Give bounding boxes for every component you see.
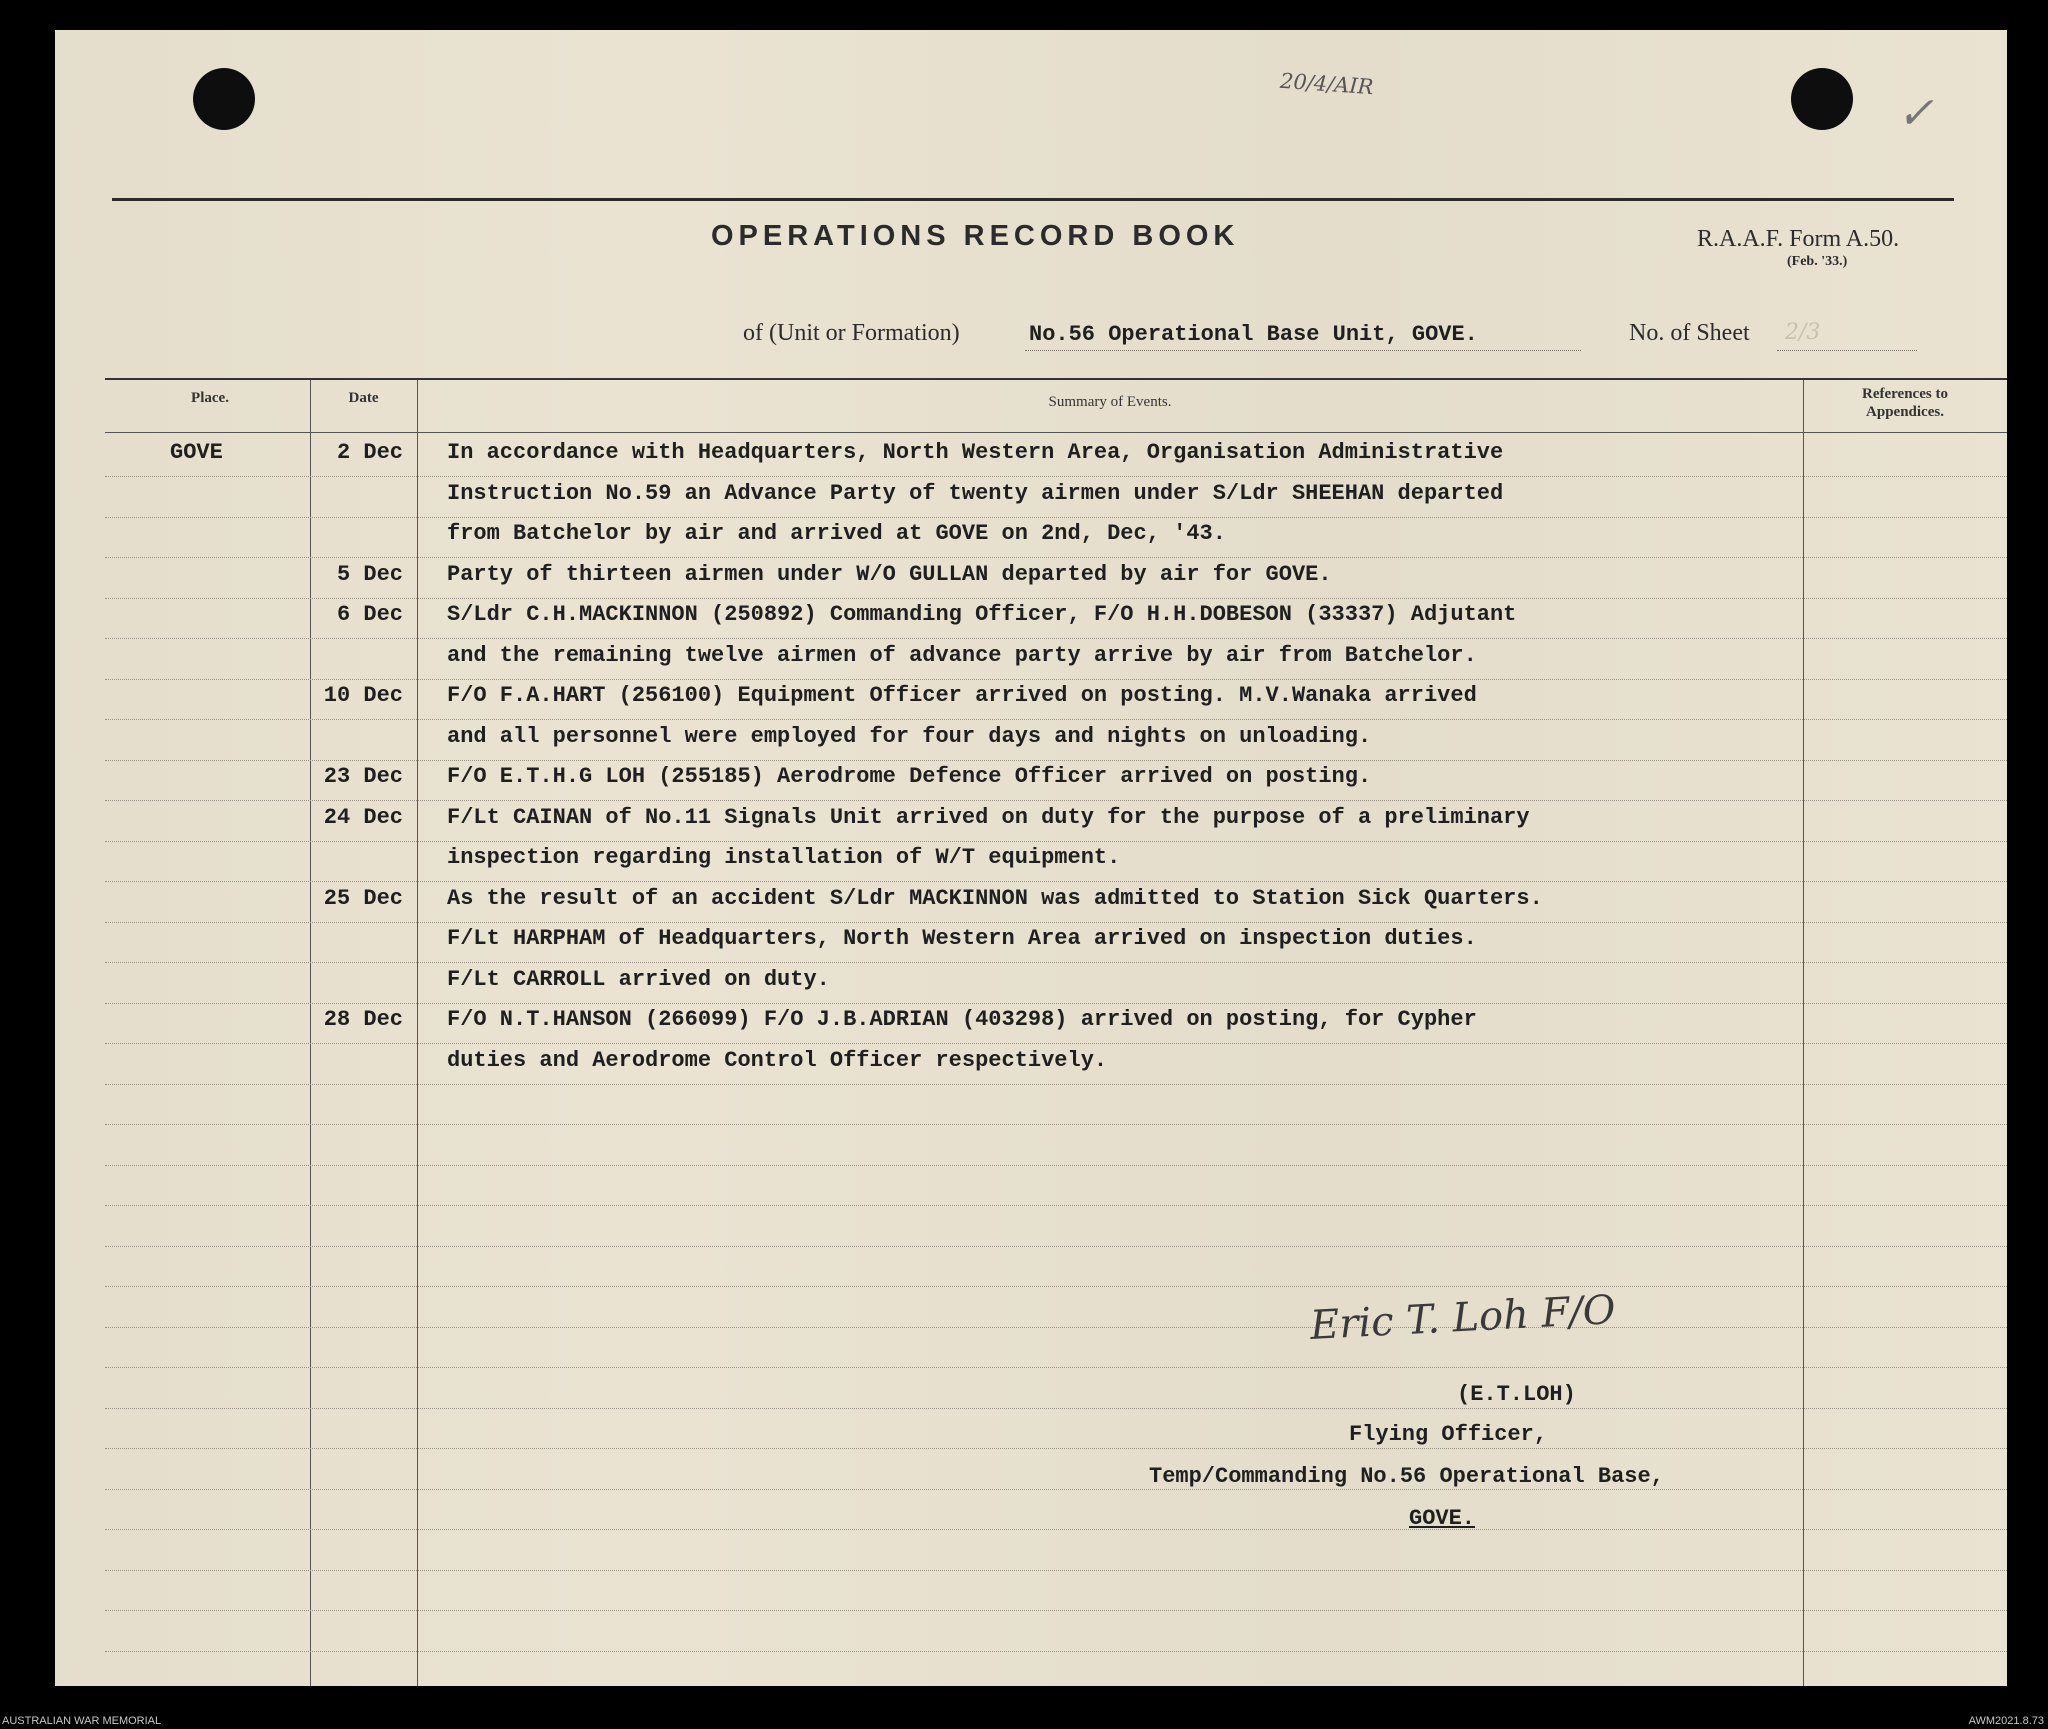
ruled-line bbox=[105, 881, 2007, 882]
ruled-line bbox=[105, 1327, 2007, 1328]
entry-summary-line: S/Ldr C.H.MACKINNON (250892) Commanding Officer, F/O H.H.DOBESON (33337) Adjutant bbox=[447, 602, 1517, 627]
footer-accession-number: AWM2021.8.73 bbox=[1968, 1715, 2044, 1727]
ruled-line bbox=[105, 638, 2007, 639]
entry-summary-line: In accordance with Headquarters, North Western Area, Organisation Administrative bbox=[447, 440, 1504, 465]
ruled-line bbox=[105, 1408, 2007, 1409]
entry-summary-line: Party of thirteen airmen under W/O GULLAN departed by air for GOVE. bbox=[447, 561, 1332, 587]
ruled-line bbox=[105, 1165, 2007, 1166]
ruled-line bbox=[105, 1570, 2007, 1571]
entry-summary-line: As the result of an accident S/Ldr MACKINNON was admitted to Station Sick Quarters. bbox=[447, 885, 1543, 911]
ruled-line bbox=[105, 1448, 2007, 1449]
signature-rank: Flying Officer, bbox=[1349, 1422, 1548, 1447]
form-title: OPERATIONS RECORD BOOK bbox=[711, 220, 1240, 252]
entry-date: 2 Dec bbox=[336, 440, 403, 465]
entry-date: 23 Dec bbox=[323, 764, 403, 789]
ruled-line bbox=[105, 800, 2007, 801]
table-top-rule bbox=[105, 378, 2007, 380]
ruled-line bbox=[105, 476, 2007, 477]
form-date: (Feb. '33.) bbox=[1787, 254, 1848, 269]
entry-summary-line: F/O F.A.HART (256100) Equipment Officer arrived on posting. M.V.Wanaka arrived bbox=[447, 683, 1477, 708]
ruled-line bbox=[105, 1124, 2007, 1125]
archive-note: 20/4/AIR bbox=[1279, 68, 1375, 100]
entry-summary-line: F/O N.T.HANSON (266099) F/O J.B.ADRIAN (403298) arrived on posting, for Cypher bbox=[447, 1007, 1477, 1032]
ruled-line bbox=[105, 841, 2007, 842]
ruled-line bbox=[105, 1043, 2007, 1044]
handwritten-signature: Eric T. Loh F/O bbox=[1309, 1287, 1617, 1349]
document-sheet bbox=[55, 30, 2007, 1686]
sheet-underline bbox=[1777, 350, 1917, 351]
ruled-line bbox=[105, 1367, 2007, 1368]
ruled-line bbox=[105, 1205, 2007, 1206]
entry-date: 5 Dec bbox=[336, 561, 403, 587]
column-header-references-1: References to bbox=[1862, 386, 1948, 402]
tick-mark: ✓ bbox=[1897, 88, 1934, 139]
signature-location: GOVE. bbox=[1409, 1506, 1476, 1531]
column-divider-1 bbox=[310, 380, 311, 1686]
column-header-references-2: Appendices. bbox=[1866, 404, 1944, 420]
entry-summary-line: F/Lt CAINAN of No.11 Signals Unit arrived on duty for the purpose of a preliminary bbox=[447, 804, 1530, 830]
unit-value: No.56 Operational Base Unit, GOVE. bbox=[1029, 322, 1478, 347]
entry-summary-line: inspection regarding installation of W/T equipment. bbox=[447, 845, 1121, 870]
ruled-line bbox=[105, 1286, 2007, 1287]
column-divider-2 bbox=[417, 380, 418, 1686]
sheet-value: 2/3 bbox=[1785, 320, 1821, 345]
entry-summary-line: F/Lt CARROLL arrived on duty. bbox=[447, 966, 830, 992]
top-rule bbox=[112, 198, 1954, 201]
entry-date: 25 Dec bbox=[323, 885, 403, 911]
entry-date: 28 Dec bbox=[323, 1007, 403, 1032]
table-header-rule bbox=[105, 432, 2007, 433]
ruled-line bbox=[105, 1489, 2007, 1490]
entry-summary-line: duties and Aerodrome Control Officer respectively. bbox=[447, 1047, 1108, 1073]
column-header-summary: Summary of Events. bbox=[1048, 394, 1172, 410]
entry-date: 10 Dec bbox=[323, 683, 403, 708]
entry-summary-line: and all personnel were employed for four days and nights on unloading. bbox=[447, 723, 1372, 749]
ruled-line bbox=[105, 1651, 2007, 1652]
column-header-place: Place. bbox=[191, 390, 229, 406]
footer-archive-name: AUSTRALIAN WAR MEMORIAL bbox=[2, 1715, 162, 1727]
sheet-label: No. of Sheet bbox=[1629, 320, 1750, 346]
form-number: R.A.A.F. Form A.50. bbox=[1697, 226, 1900, 252]
entry-summary-line: F/O E.T.H.G LOH (255185) Aerodrome Defence Officer arrived on posting. bbox=[447, 764, 1372, 789]
ruled-line bbox=[105, 1246, 2007, 1247]
entry-summary-line: F/Lt HARPHAM of Headquarters, North Western Area arrived on inspection duties. bbox=[447, 926, 1477, 951]
column-divider-3 bbox=[1803, 380, 1804, 1686]
entry-date: 24 Dec bbox=[323, 804, 403, 830]
entry-summary-line: from Batchelor by air and arrived at GOVE on 2nd, Dec, '43. bbox=[447, 521, 1226, 546]
ruled-line bbox=[105, 1084, 2007, 1085]
unit-label: of (Unit or Formation) bbox=[743, 320, 960, 346]
column-header-date: Date bbox=[348, 390, 379, 406]
ruled-line bbox=[105, 517, 2007, 518]
ruled-line bbox=[105, 1529, 2007, 1530]
signature-name: (E.T.LOH) bbox=[1457, 1382, 1576, 1407]
entry-summary-line: Instruction No.59 an Advance Party of twenty airmen under S/Ldr SHEEHAN departed bbox=[447, 480, 1504, 506]
ruled-line bbox=[105, 922, 2007, 923]
punch-hole-right bbox=[1791, 68, 1853, 130]
ruled-line bbox=[105, 1003, 2007, 1004]
entry-place: GOVE bbox=[170, 440, 223, 465]
entry-summary-line: and the remaining twelve airmen of advance party arrive by air from Batchelor. bbox=[447, 642, 1477, 668]
signature-position: Temp/Commanding No.56 Operational Base, bbox=[1149, 1464, 1664, 1489]
ruled-line bbox=[105, 760, 2007, 761]
ruled-line bbox=[105, 962, 2007, 963]
ruled-line bbox=[105, 598, 2007, 599]
unit-underline bbox=[1025, 350, 1581, 351]
ruled-line bbox=[105, 679, 2007, 680]
ruled-line bbox=[105, 719, 2007, 720]
ruled-line bbox=[105, 1610, 2007, 1611]
entry-date: 6 Dec bbox=[336, 602, 403, 627]
ruled-line bbox=[105, 557, 2007, 558]
punch-hole-left bbox=[193, 68, 255, 130]
